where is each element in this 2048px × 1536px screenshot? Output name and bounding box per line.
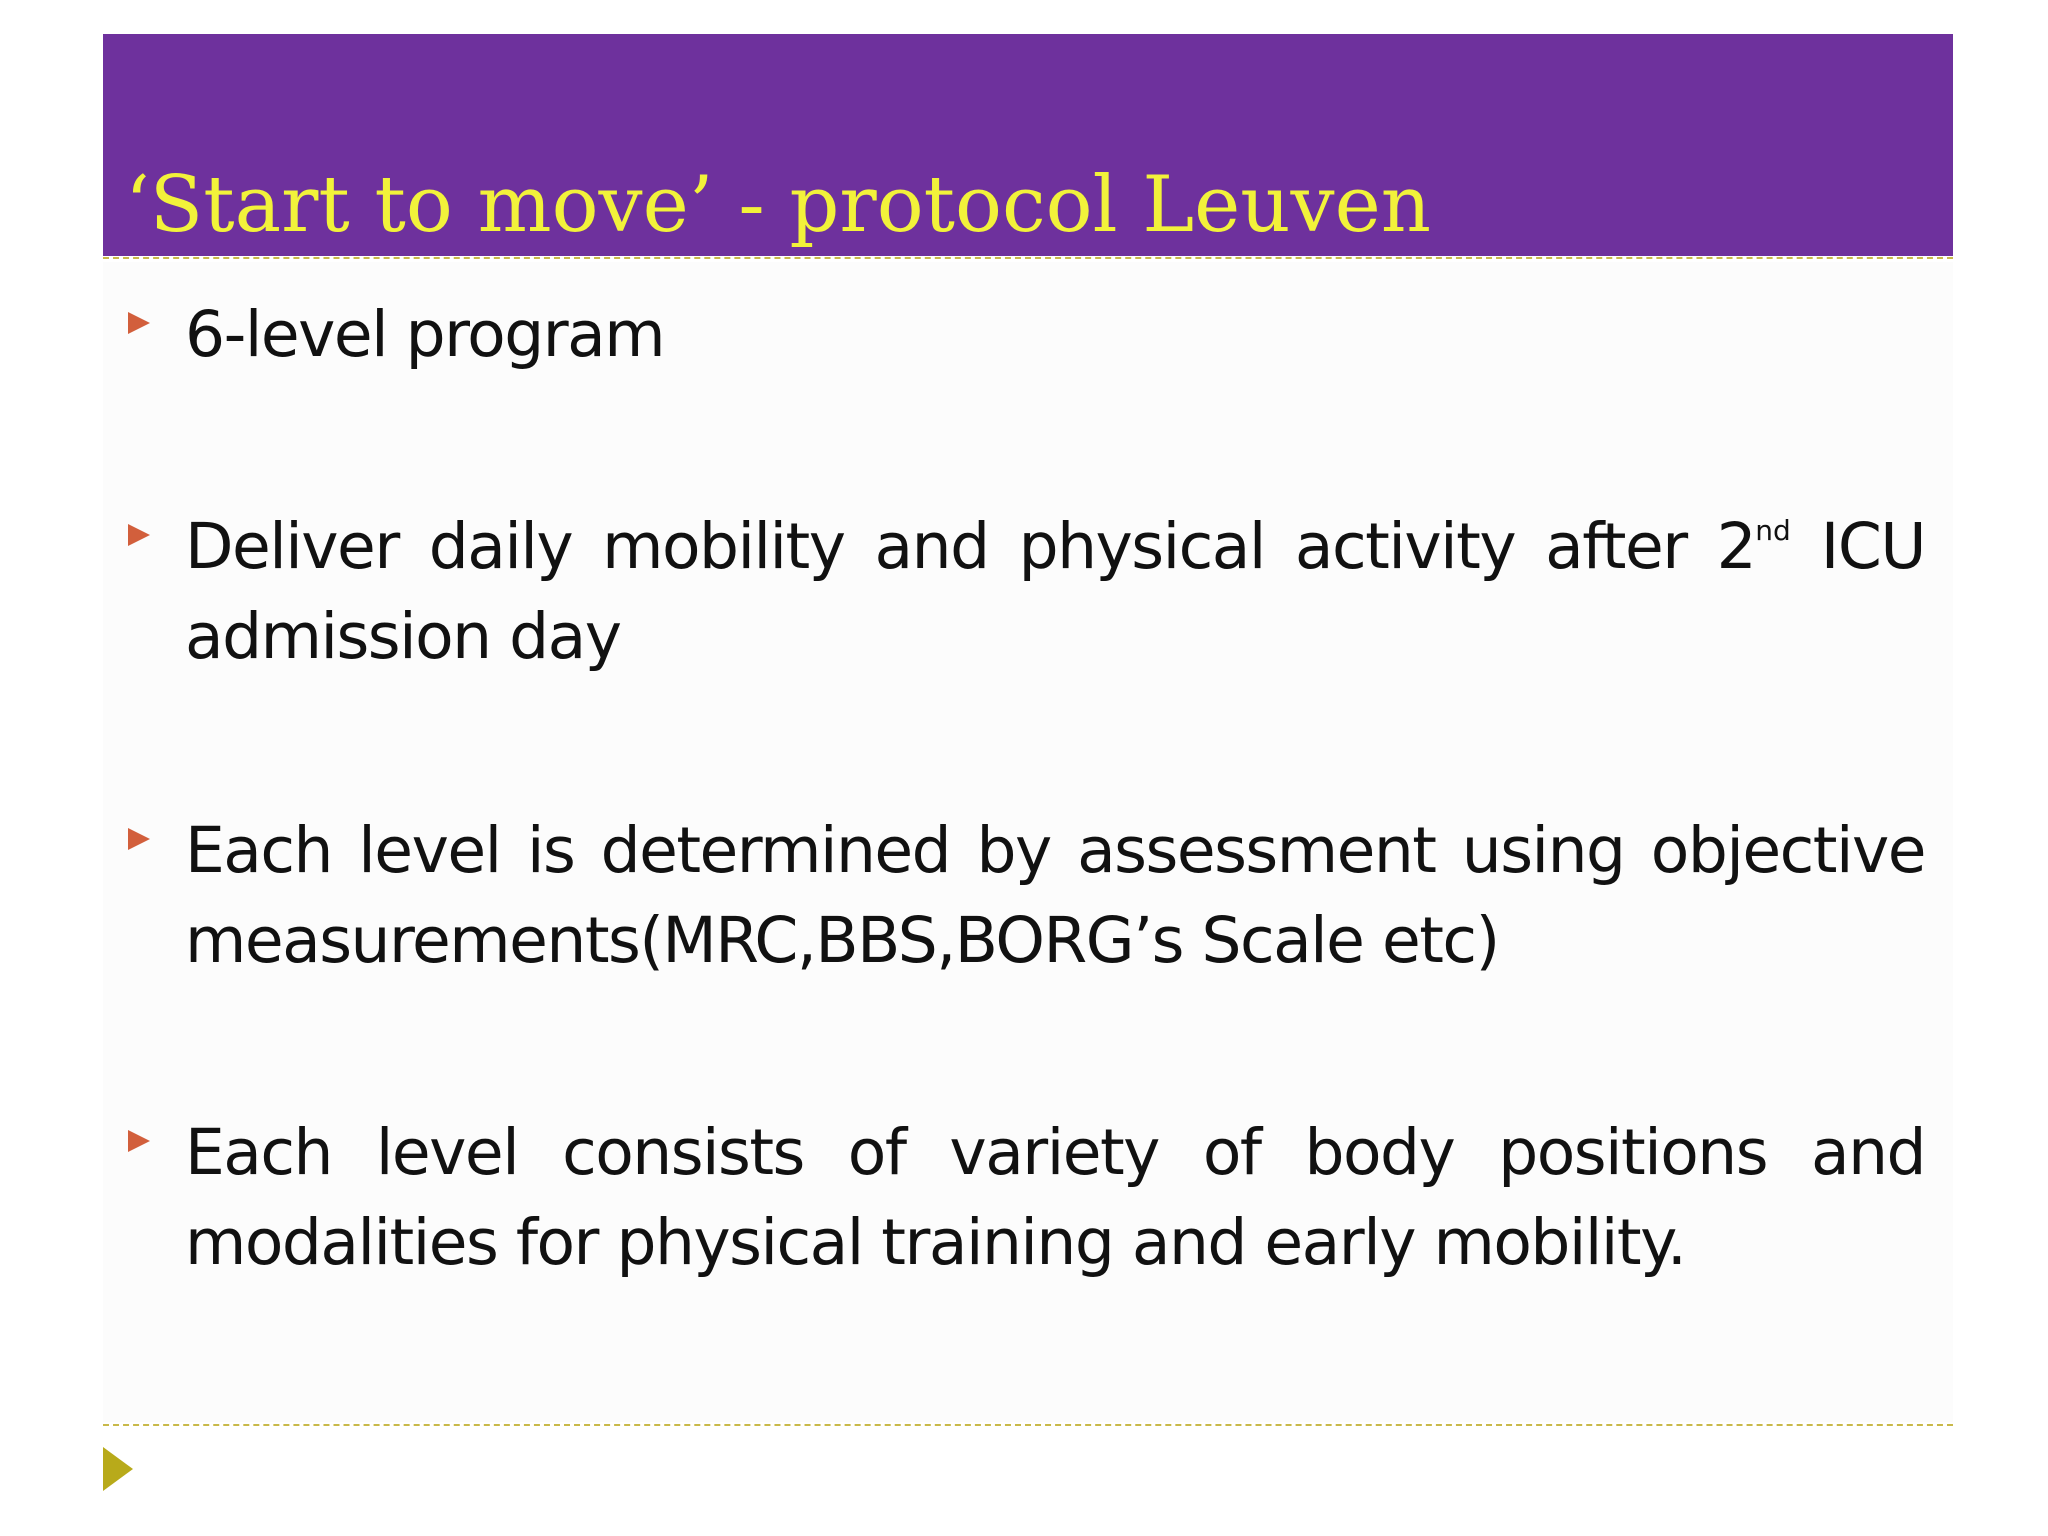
slide-title: ‘Start to move’ - protocol Leuven bbox=[125, 160, 1432, 250]
bullet-text: Each level is determined by assessment using objective measurements(MRC,BBS,BORG’s Scale etc) bbox=[185, 814, 1925, 977]
title-divider bbox=[103, 257, 1953, 259]
bullet-text: Each level consists of variety of body positions and modalities for physical training and early mobility. bbox=[185, 1116, 1925, 1279]
superscript-ordinal: nd bbox=[1755, 514, 1791, 547]
bullet-text-part: Deliver daily mobility and physical activity after 2 bbox=[185, 510, 1756, 583]
right-triangle-icon bbox=[128, 524, 150, 546]
title-bar bbox=[103, 34, 1953, 256]
bullet-text-part: ICU admission day bbox=[185, 510, 1925, 673]
right-triangle-icon bbox=[128, 828, 150, 850]
play-triangle-icon bbox=[103, 1447, 133, 1491]
bullet-text bbox=[185, 502, 1925, 682]
bullet-text: 6-level program bbox=[185, 298, 665, 371]
footer-divider bbox=[103, 1424, 1953, 1426]
right-triangle-icon bbox=[128, 312, 150, 334]
right-triangle-icon bbox=[128, 1130, 150, 1152]
